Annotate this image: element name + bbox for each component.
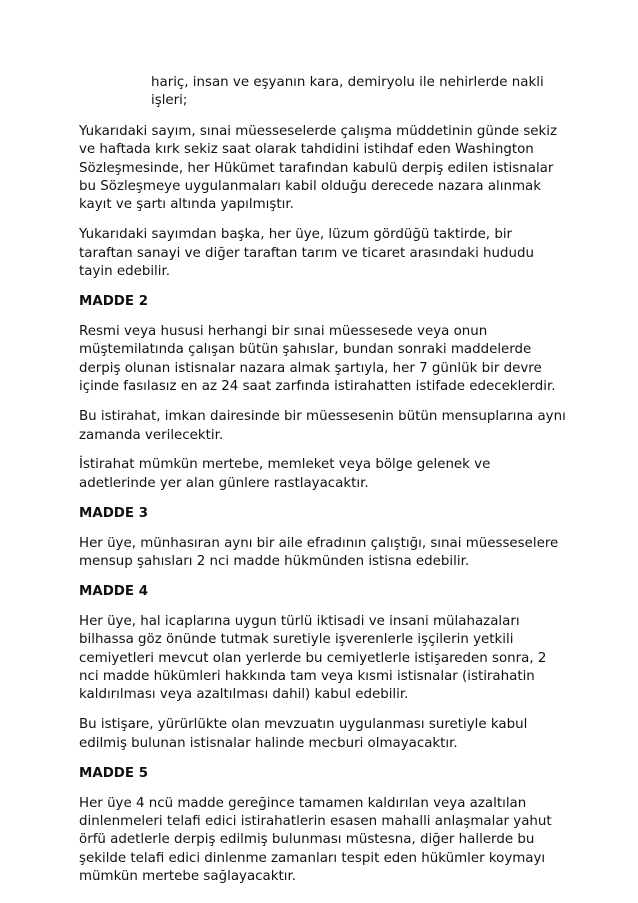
madde-4-paragraph-2: Bu istişare, yürürlükte olan mevzuatın uygulanması suretiyle kabul edilmiş bulunan istisnalar halinde mecburi olmayacaktır.	[79, 717, 528, 751]
document-page	[79, 74, 569, 898]
madde-3-heading: MADDE 3	[79, 505, 149, 521]
intro-paragraph-1: Yukarıdaki sayım, sınai müesseselerde çalışma müddetinin günde sekiz ve haftada kırk sekiz saat olarak tahdidini istihdaf eden Washington Sözleşmesinde, her Hükümet tarafından kabulü derpiş edilen istisnalar bu Sözleşmeye uygulanmaları kabil olduğu derecede nazara alınmak kayıt ve şartı altında yapılmıştır.	[79, 123, 558, 213]
madde-2-paragraph-1: Resmi veya hususi herhangi bir sınai müessesede veya onun müştemilatında çalışan bütün şahıslar, bundan sonraki maddelerde derpiş olunan istisnalar nazara almak şartıyla, her 7 günlük bir devre içinde fasılasız en az 24 saat zarfında istirahatten istifade edeceklerdir.	[79, 323, 556, 395]
madde-5-heading: MADDE 5	[79, 765, 149, 781]
intro-paragraph-2: Yukarıdaki sayımdan başka, her üye, lüzum gördüğü taktirde, bir taraftan sanayi ve diğer taraftan tarım ve ticaret arasındaki hududu tayin edebilir.	[79, 227, 534, 280]
madde-5-paragraph-1: Her üye 4 ncü madde gereğince tamamen kaldırılan veya azaltılan dinlenmeleri telafi edici istirahatlerin esasen mahalli anlaşmalar yahut örfü adetlerle derpiş edilmiş bulunması müstesna, diğer hallerde bu şekilde telafi edici dinlenme zamanları tespit eden hükümler koymayı mümkün mertebe sağlayacaktır.	[79, 795, 552, 885]
madde-3-paragraph-1: Her üye, münhasıran aynı bir aile efradının çalıştığı, sınai müesseselere mensup şahısları 2 nci madde hükmünden istisna edebilir.	[79, 535, 559, 570]
madde-4-paragraph-1: Her üye, hal icaplarına uygun türlü iktisadi ve insani mülahazaları bilhassa göz önünde tutmak suretiyle işverenlerle işçilerin yetkili cemiyetleri mevcut olan yerlerde bu cemiyetlerle istişareden sonra, 2 nci madde hükümleri hakkında tam veya kısmi istisnalar (istirahatin kaldırılması veya azaltılması dahil) kabul edebilir.	[79, 613, 547, 703]
madde-2-paragraph-2: Bu istirahat, imkan dairesinde bir müessesenin bütün mensuplarına aynı zamanda verilecektir.	[79, 409, 566, 443]
madde-4-heading: MADDE 4	[79, 583, 149, 599]
madde-2-heading: MADDE 2	[79, 294, 149, 310]
madde-2-paragraph-3: İstirahat mümkün mertebe, memleket veya bölge gelenek ve adetlerinde yer alan günlere rastlayacaktır.	[79, 457, 491, 491]
intro-indented-paragraph: hariç, insan ve eşyanın kara, demiryolu ile nehirlerde nakli işleri;	[151, 75, 544, 109]
